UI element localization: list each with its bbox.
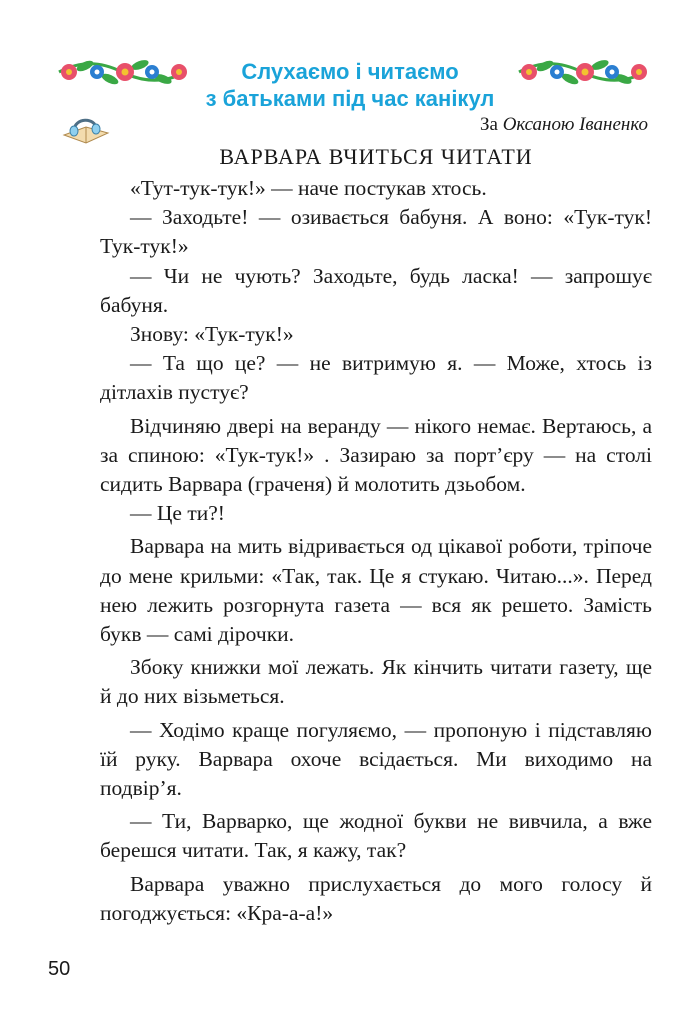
story-paragraph: — Заходьте! — озивається бабуня. А воно: «Тук-тук! Тук-тук!» (100, 205, 652, 259)
story-paragraph: — Чи не чують? Заходьте, будь ласка! — запрошує бабуня. (100, 263, 652, 317)
story-paragraph: — Ти, Варварко, ще жодної букви не вивчила, а вже берешся читати. Так, я кажу, так? (100, 809, 652, 863)
story-paragraph: — Ходімо краще погуляємо, — пропоную і підставляю їй руку. Варвара охоче всідається. Ми виходимо на подвір’я. (100, 717, 652, 801)
story-paragraph: — Це ти?! (130, 501, 225, 526)
author-prefix: За (480, 114, 498, 135)
story-paragraph: «Тут-тук-тук!» — наче постукав хтось. (130, 176, 487, 200)
page-number: 50 (48, 958, 71, 980)
story-paragraph: Варвара на мить відривається од цікавої роботи, тріпоче до мене крильми: «Так, так. Це я стукаю. Читаю...». Перед нею лежить розгорнута газета — вся як решето. Замість букв — самі дірочки. (100, 534, 652, 647)
story-paragraph: Знову: «Тук-тук!» (130, 322, 294, 347)
story-paragraph: Відчиняю двері на веранду — нікого немає. Вертаюсь, а за спиною: «Тук-тук!» . Зазираю за порт’єру — на столі сидить Варвара (граченя) й молотить дзьобом. (100, 413, 652, 497)
story-paragraph: Збоку книжки мої лежать. Як кінчить читати газету, ще й до них візьметься. (100, 655, 652, 709)
story-paragraph: — Та що це? — не витримую я. — Може, хтось із дітлахів пустує? (100, 351, 652, 405)
section-header (150, 58, 550, 112)
story-text (100, 174, 652, 928)
story-author (480, 114, 648, 136)
author-name: Оксаною Іваненко (502, 114, 648, 135)
story-paragraph: Варвара уважно прислухається до мого голосу й погоджується: «Кра-а-а!» (100, 871, 652, 925)
section-header-line1: Слухаємо і читаємо (241, 59, 459, 84)
story-title: ВАРВАРА ВЧИТЬСЯ ЧИТАТИ (219, 144, 533, 169)
section-header-line2: з батьками під час канікул (205, 86, 495, 111)
